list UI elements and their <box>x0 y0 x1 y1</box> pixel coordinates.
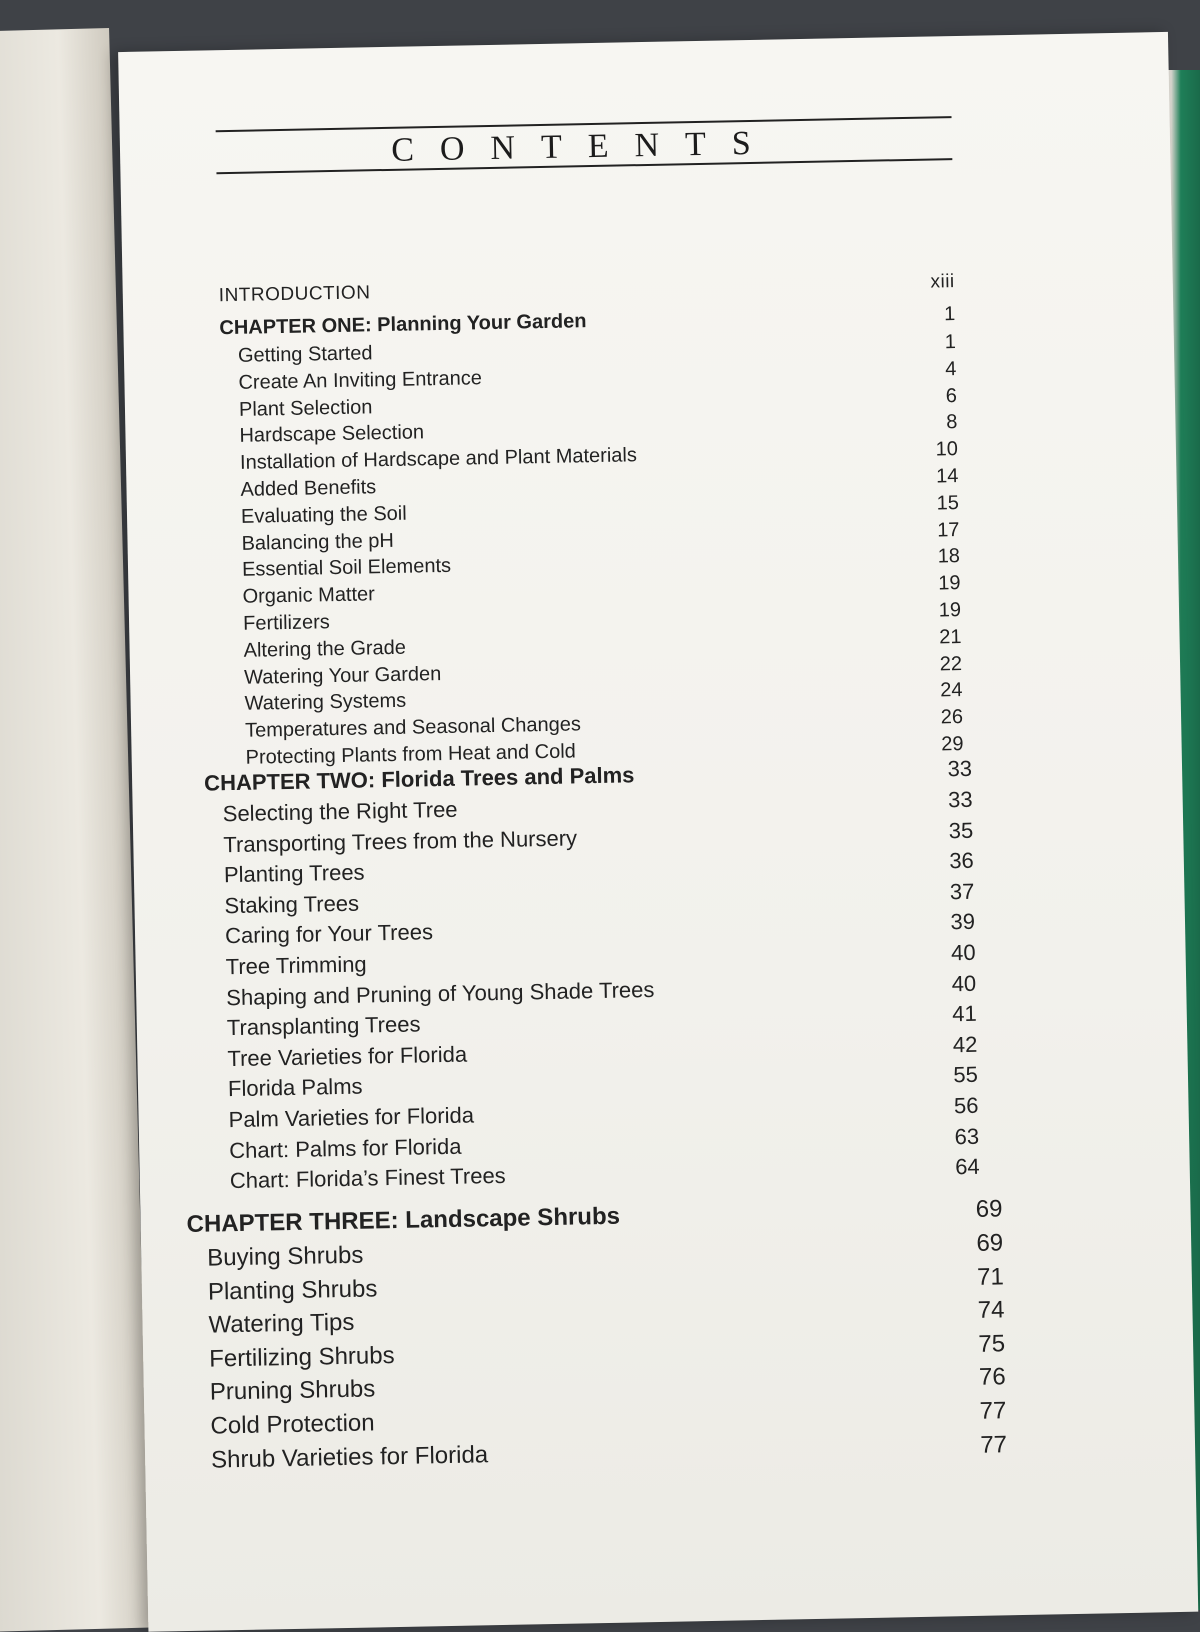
entry-label: Getting Started <box>237 342 373 367</box>
entry-label: Selecting the Right Tree <box>222 796 458 827</box>
page-number: 19 <box>938 572 961 595</box>
entry-label: Palm Varieties for Florida <box>228 1102 475 1133</box>
entry-label: Fertilizing Shrubs <box>208 1341 395 1373</box>
entry-label: Added Benefits <box>240 476 377 501</box>
page-number: 35 <box>948 817 974 843</box>
entry-label: Chart: Florida’s Finest Trees <box>229 1163 506 1194</box>
entry-label: Pruning Shrubs <box>209 1375 376 1406</box>
page-number: 22 <box>939 652 963 676</box>
page-number: 69 <box>976 1229 1004 1257</box>
contents-page <box>118 32 1198 1632</box>
page-number: 76 <box>978 1363 1006 1392</box>
entry-label: Altering the Grade <box>243 636 407 662</box>
entry-label: Evaluating the Soil <box>240 502 407 528</box>
page-number: 55 <box>953 1062 979 1088</box>
entry-label: Chart: Palms for Florida <box>228 1133 462 1163</box>
chapter-title: CHAPTER THREE: Landscape Shrubs <box>186 1202 621 1238</box>
entry-label: Watering Systems <box>244 690 407 716</box>
page-number: 56 <box>953 1092 979 1119</box>
page-number: 77 <box>979 1397 1007 1425</box>
page-number: 77 <box>980 1430 1008 1459</box>
page-number: xiii <box>930 271 955 293</box>
page-number: 36 <box>949 848 975 874</box>
entry-label: Planting Trees <box>223 859 365 888</box>
page-number: 63 <box>954 1123 980 1149</box>
entry-label: Transplanting Trees <box>226 1011 421 1041</box>
page-number: 33 <box>947 755 973 782</box>
page-number: 69 <box>975 1195 1003 1223</box>
page-number: 33 <box>947 786 973 813</box>
entry-label: Fertilizers <box>242 611 330 635</box>
page-number: 21 <box>939 625 962 649</box>
entry-label: Organic Matter <box>242 583 376 608</box>
entry-label: Watering Your Garden <box>243 662 442 689</box>
page-number: 10 <box>935 438 959 461</box>
page-number: 71 <box>976 1262 1005 1291</box>
page-number: 40 <box>951 970 977 996</box>
entry-label: Plant Selection <box>238 395 373 421</box>
page-number: 18 <box>937 545 961 568</box>
page-number: 19 <box>938 599 962 622</box>
page-number: 14 <box>935 465 959 488</box>
entry-label: Cold Protection <box>210 1409 375 1440</box>
entry-label: Balancing the pH <box>241 529 395 555</box>
page-title: CONTENTS <box>390 124 778 169</box>
entry-label: Caring for Your Trees <box>224 919 434 949</box>
entry-label: Shrub Varieties for Florida <box>210 1440 489 1474</box>
page-number: 42 <box>952 1031 978 1058</box>
entry-label: Tree Trimming <box>225 951 367 980</box>
introduction-entry <box>219 271 955 307</box>
page-number: 41 <box>952 1000 977 1027</box>
entry-label: Create An Inviting Entrance <box>238 366 483 394</box>
page-number: 8 <box>946 411 958 434</box>
page-number: 64 <box>954 1153 980 1180</box>
chapter-title: CHAPTER TWO: Florida Trees and Palms <box>203 762 635 796</box>
entry-label: Watering Tips <box>208 1308 355 1339</box>
entry-label: Hardscape Selection <box>239 421 425 448</box>
page-number: 29 <box>941 732 964 756</box>
page-number: 4 <box>945 357 957 381</box>
entry-label: Temperatures and Seasonal Changes <box>244 713 582 742</box>
entry-label: Buying Shrubs <box>207 1241 364 1272</box>
entry-label: Protecting Plants from Heat and Cold <box>245 740 577 769</box>
page-number: 40 <box>950 939 976 966</box>
entry-label: Tree Varieties for Florida <box>227 1041 468 1071</box>
page-number: 6 <box>945 384 958 407</box>
entry-label: Florida Palms <box>227 1073 363 1102</box>
page-number: 75 <box>978 1330 1006 1358</box>
page-number: 1 <box>944 331 957 354</box>
page-number: 17 <box>936 518 960 542</box>
chapter-title: CHAPTER ONE: Planning Your Garden <box>219 310 587 340</box>
entry-label: Transporting Trees from the Nursery <box>223 825 578 857</box>
page-number: 37 <box>949 878 975 905</box>
entry-label: INTRODUCTION <box>218 282 371 307</box>
page-number: 24 <box>940 679 963 702</box>
entry-label: Installation of Hardscape and Plant Materials <box>239 444 638 475</box>
entry-label: Planting Shrubs <box>207 1274 378 1306</box>
entry-label: Staking Trees <box>224 890 360 919</box>
entry-label: Essential Soil Elements <box>241 555 452 582</box>
page-number: 39 <box>950 909 976 935</box>
entry-label: Shaping and Pruning of Young Shade Trees <box>226 976 655 1010</box>
page-number: 74 <box>977 1296 1005 1325</box>
table-of-contents <box>118 32 1198 1632</box>
page-number: 1 <box>943 303 956 326</box>
page-number: 26 <box>940 706 964 729</box>
page-number: 15 <box>936 491 960 515</box>
